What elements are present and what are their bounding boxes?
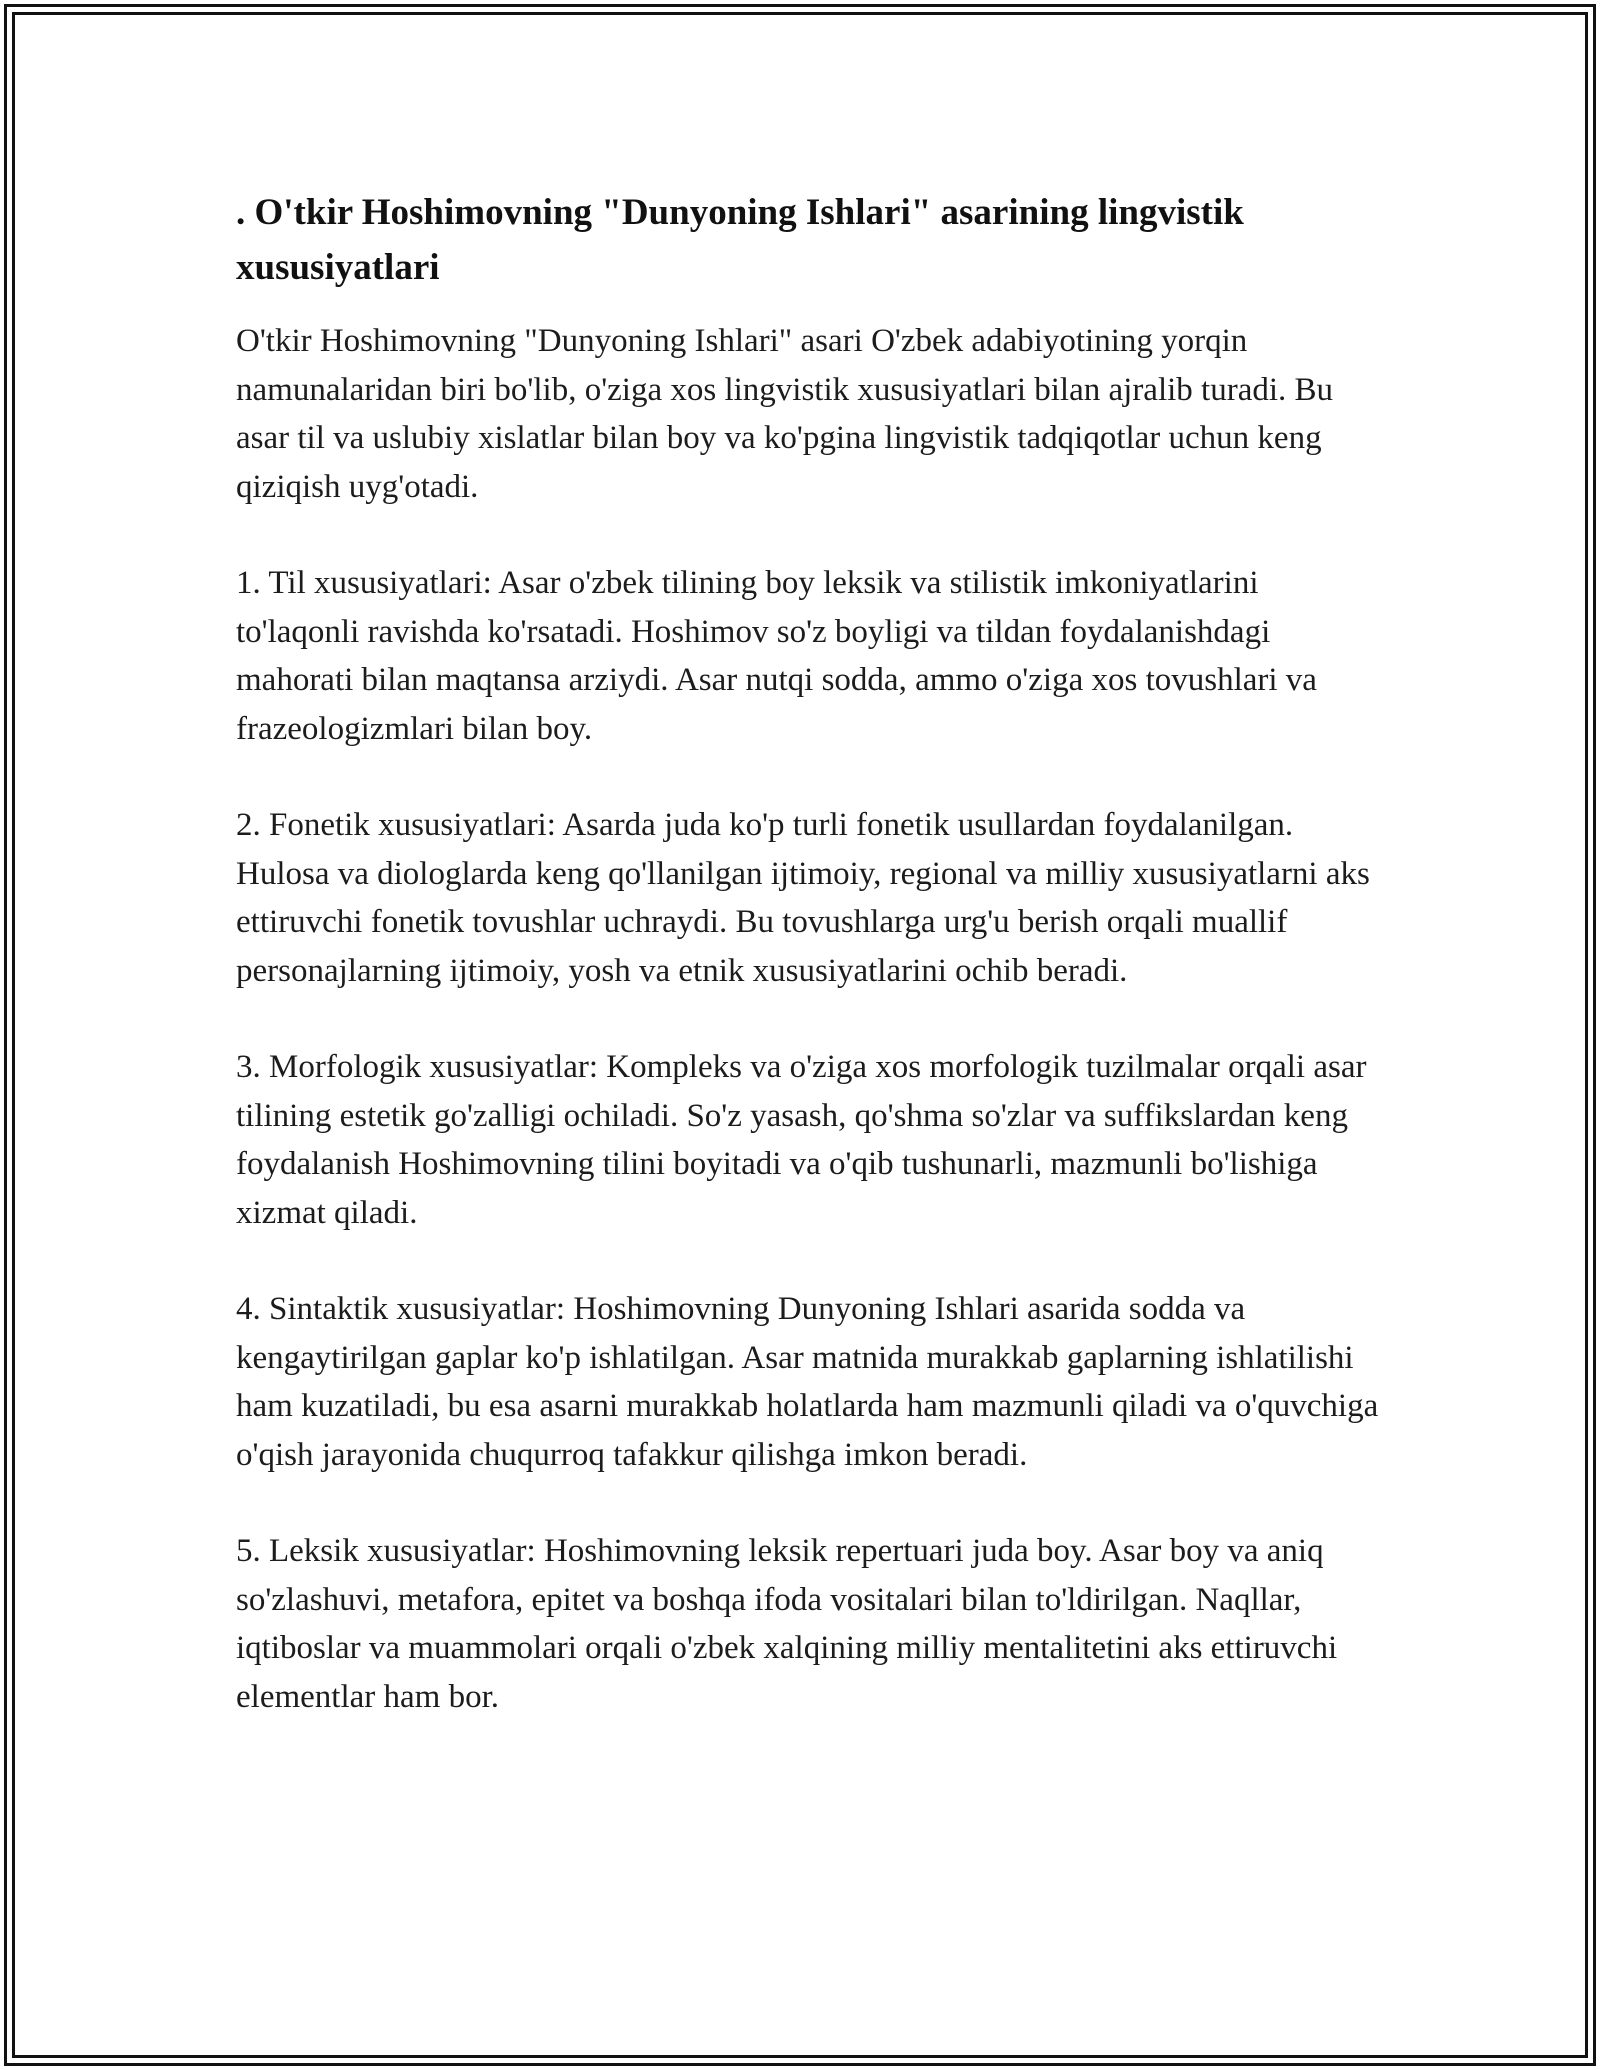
paragraph-morfologik-xususiyatlar: 3. Morfologik xususiyatlar: Kompleks va o'ziga xos morfologik tuzilmalar orqali asar tilining estetik go'zalligi ochiladi. So'z yasash, qo'shma so'zlar va suffikslardan keng foydalanish Hoshimovning tilini boyitadi va o'qib tushunarli, mazmunli bo'lishiga xizmat qiladi. <box>236 1049 1367 1231</box>
page-title: . O'tkir Hoshimovning "Dunyoning Ishlari" asarining lingvistik xususiyatlari <box>236 192 1244 288</box>
paragraph-til-xususiyatlari: 1. Til xususiyatlari: Asar o'zbek tilining boy leksik va stilistik imkoniyatlarini to'laqonli ravishda ko'rsatadi. Hoshimov so'z boyligi va tildan foydalanishdagi mahorati bilan maqtansa arziydi. Asar nutqi sodda, ammo o'ziga xos tovushlari va frazeologizmlari bilan boy. <box>236 565 1317 747</box>
paragraph-fonetik-xususiyatlari: 2. Fonetik xususiyatlari: Asarda juda ko'p turli fonetik usullardan foydalanilgan. Hulosa va diologlarda keng qo'llanilgan ijtimoiy, regional va milliy xususiyatlarni aks ettiruvchi fonetik tovushlar uchraydi. Bu tovushlarga urg'u berish orqali muallif personajlarning ijtimoiy, yosh va etnik xususiyatlarini ochib beradi. <box>236 807 1370 989</box>
paragraph-sintaktik-xususiyatlar: 4. Sintaktik xususiyatlar: Hoshimovning Dunyoning Ishlari asarida sodda va kengaytirilgan gaplar ko'p ishlatilgan. Asar matnida murakkab gaplarning ishlatilishi ham kuzatiladi, bu esa asarni murakkab holatlarda ham mazmunli qiladi va o'quvchiga o'qish jarayonida chuqurroq tafakkur qilishga imkon beradi. <box>236 1291 1379 1473</box>
paragraph-leksik-xususiyatlar: 5. Leksik xususiyatlar: Hoshimovning leksik repertuari juda boy. Asar boy va aniq so'zlashuvi, metafora, epitet va boshqa ifoda vositalari bilan to'ldirilgan. Naqllar, iqtiboslar va muammolari orqali o'zbek xalqining milliy mentalitetini aks ettiruvchi elementlar ham bor. <box>236 1533 1338 1715</box>
intro-paragraph: O'tkir Hoshimovning "Dunyoning Ishlari" asari O'zbek adabiyotining yorqin namunalaridan biri bo'lib, o'ziga xos lingvistik xususiyatlari bilan ajralib turadi. Bu asar til va uslubiy xislatlar bilan boy va ko'pgina lingvistik tadqiqotlar uchun keng qiziqish uyg'otadi. <box>236 323 1334 505</box>
document-body <box>236 185 1386 1769</box>
